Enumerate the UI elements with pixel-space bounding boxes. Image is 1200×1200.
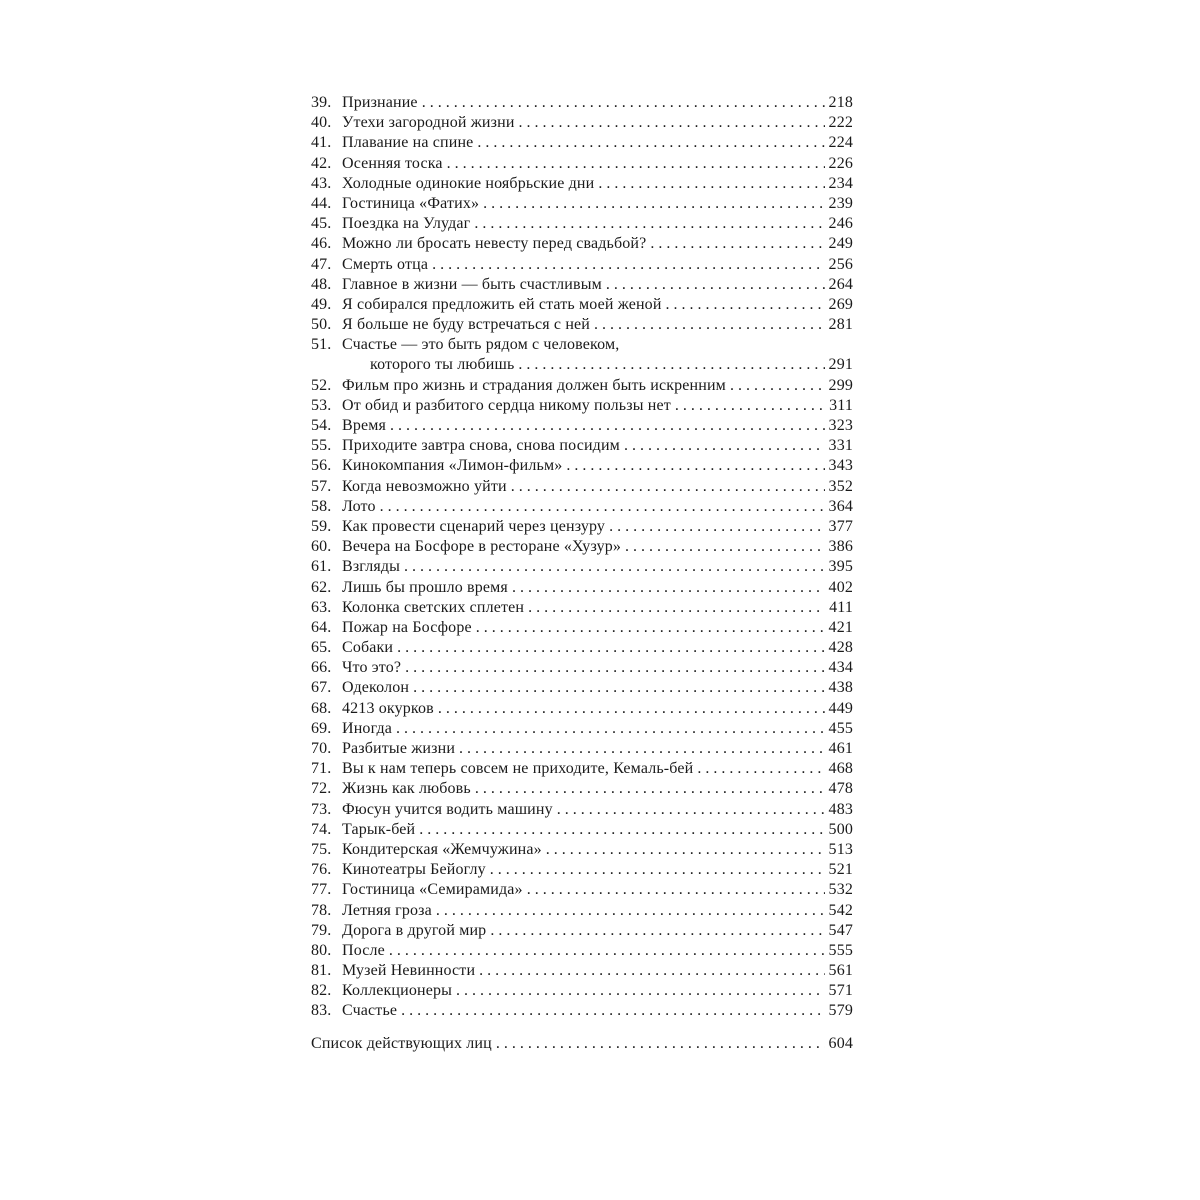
- toc-entry-body: [341, 416, 853, 436]
- toc-entry-number: 82.: [311, 982, 332, 1000]
- toc-entry-title: Кинотеатры Бейоглу: [342, 861, 486, 879]
- toc-entry-page: 571: [828, 982, 853, 1000]
- toc-entry-body: [341, 981, 853, 1001]
- toc-entry-number: 42.: [311, 154, 332, 172]
- toc-entry-page: 402: [828, 578, 853, 596]
- dot-leader: [474, 214, 825, 234]
- toc-entry[interactable]: [311, 537, 853, 557]
- toc-entry-number: 41.: [311, 134, 332, 152]
- toc-entry-body: [341, 456, 853, 476]
- toc-entry-page: 579: [828, 1002, 853, 1020]
- dot-leader: [512, 578, 825, 598]
- toc-entry-title: Кинокомпания «Лимон-фильм»: [342, 457, 563, 475]
- toc-entry-body: [341, 557, 853, 577]
- toc-entry-number: 52.: [311, 376, 332, 394]
- toc-entry-title: Иногда: [342, 719, 393, 737]
- toc-list: [311, 93, 853, 1022]
- dot-leader: [475, 779, 825, 799]
- toc-entry-title: Гостиница «Семирамида»: [342, 881, 523, 899]
- toc-entry-body: [341, 295, 853, 315]
- toc-entry-number: 64.: [311, 618, 332, 636]
- toc-entry-body: [341, 860, 853, 880]
- toc-entry-number: 57.: [311, 477, 332, 495]
- dot-leader: [511, 477, 825, 497]
- dot-leader: [390, 416, 825, 436]
- toc-entry-body: [341, 699, 853, 719]
- dot-leader: [438, 699, 825, 719]
- dot-leader: [730, 376, 825, 396]
- toc-entry[interactable]: [311, 961, 853, 981]
- toc-entry-page: 438: [828, 679, 853, 697]
- toc-entry-page: 377: [828, 517, 853, 535]
- toc-entry-page: 352: [828, 477, 853, 495]
- toc-entry-body: [341, 477, 853, 497]
- dot-leader: [483, 194, 825, 214]
- toc-entry-number: 71.: [311, 760, 332, 778]
- toc-entry-page: 249: [828, 235, 853, 253]
- toc-entry[interactable]: [311, 759, 853, 779]
- dot-leader: [476, 618, 825, 638]
- dot-leader: [527, 880, 825, 900]
- toc-entry-number: 56.: [311, 457, 332, 475]
- toc-entry-body: [341, 598, 853, 618]
- toc-entry-number: 51.: [311, 336, 332, 354]
- toc-entry-page: 411: [829, 598, 853, 616]
- toc-entry[interactable]: [311, 396, 853, 416]
- toc-entry-body: [341, 275, 853, 295]
- toc-entry-number: 39.: [311, 94, 332, 111]
- dot-leader: [380, 497, 825, 517]
- dot-leader: [404, 557, 825, 577]
- toc-entry[interactable]: [311, 1001, 853, 1021]
- toc-entry-page: 226: [828, 154, 853, 172]
- toc-entry-body: [341, 517, 853, 537]
- toc-entry-title: Собаки: [342, 639, 394, 657]
- toc-entry-body: [341, 800, 853, 820]
- toc-entry-page: 222: [828, 114, 853, 132]
- toc-entry-number: 78.: [311, 901, 332, 919]
- toc-entry-number: 48.: [311, 275, 332, 293]
- toc-entry-page: 483: [828, 800, 853, 818]
- toc-entry-number: 79.: [311, 921, 332, 939]
- toc-entry[interactable]: [311, 699, 853, 719]
- toc-entry-page: 343: [828, 457, 853, 475]
- toc-entry-title: Кондитерская «Жемчужина»: [342, 840, 542, 858]
- toc-entry[interactable]: [311, 678, 853, 698]
- toc-entry-title: Осенняя тоска: [342, 154, 443, 172]
- dot-leader: [389, 941, 825, 961]
- dot-leader: [650, 234, 825, 254]
- toc-entry-title: Дорога в другой мир: [342, 921, 487, 939]
- toc-entry[interactable]: [311, 658, 853, 678]
- toc-entry-body: [341, 93, 853, 113]
- toc-entry-title: Музей Невинности: [342, 962, 476, 980]
- toc-entry-body: [341, 638, 853, 658]
- toc-entry-number: 62.: [311, 578, 332, 596]
- toc-entry[interactable]: [311, 779, 853, 799]
- toc-entry-body: [341, 658, 853, 678]
- toc-entry[interactable]: [311, 436, 853, 456]
- toc-entry-title-continuation-line: [341, 355, 853, 375]
- toc-entry-body: [341, 779, 853, 799]
- toc-entry-number: 66.: [311, 659, 332, 677]
- toc-entry-number: 70.: [311, 740, 332, 757]
- toc-entry-body: [341, 1001, 853, 1021]
- dot-leader: [609, 517, 825, 537]
- toc-entry-title: Время: [342, 417, 387, 434]
- dot-leader: [557, 800, 825, 820]
- toc-entry-title: Приходите завтра снова, снова посидим: [342, 437, 620, 455]
- toc-entry-page: 331: [828, 437, 853, 455]
- dot-leader: [519, 113, 825, 133]
- toc-entry-number: 47.: [311, 255, 332, 273]
- dot-leader: [397, 638, 825, 658]
- toc-entry-title: Жизнь как любовь: [342, 780, 471, 798]
- toc-entry[interactable]: [311, 638, 853, 658]
- toc-entry-number: 49.: [311, 295, 332, 313]
- toc-entry-body: [341, 154, 853, 174]
- toc-entry[interactable]: [311, 113, 853, 133]
- toc-entry[interactable]: [311, 719, 853, 739]
- toc-entry-page: 246: [828, 215, 853, 233]
- toc-entry[interactable]: [311, 578, 853, 598]
- toc-entry[interactable]: [311, 295, 853, 315]
- toc-entry-title: Лишь бы прошло время: [342, 578, 508, 596]
- toc-entry-title: Смерть отца: [342, 255, 429, 273]
- dot-leader: [490, 921, 825, 941]
- toc-entry-page: 461: [828, 740, 853, 757]
- dot-leader: [447, 154, 825, 174]
- toc-entry[interactable]: [311, 921, 853, 941]
- toc-entry-page: 281: [828, 316, 853, 334]
- toc-entry-title: Как провести сценарий через цензуру: [342, 517, 606, 535]
- toc-entry-body: [341, 678, 853, 698]
- toc-entry-number: 73.: [311, 800, 332, 818]
- toc-entry-page: 468: [828, 760, 853, 778]
- toc-entry[interactable]: [311, 174, 853, 194]
- toc-entry-number: 59.: [311, 517, 332, 535]
- toc-entry-body: [341, 113, 853, 133]
- toc-entry-page: 434: [828, 659, 853, 677]
- toc-entry-title: Взгляды: [342, 558, 401, 576]
- toc-entry[interactable]: [311, 739, 853, 759]
- toc-entry-body: [341, 194, 853, 214]
- toc-entry-title: Гостиница «Фатих»: [342, 194, 480, 212]
- toc-entry-number: 58.: [311, 497, 332, 515]
- toc-entry[interactable]: [311, 901, 853, 921]
- dot-leader: [546, 840, 825, 860]
- dot-leader: [413, 678, 825, 698]
- toc-entry-title: Фюсун учится водить машину: [342, 800, 553, 818]
- toc-entry-number: 61.: [311, 558, 332, 576]
- dot-leader: [436, 901, 825, 921]
- toc-entry-title: Признание: [342, 94, 418, 111]
- toc-entry-title: После: [342, 941, 385, 959]
- toc-entry-number: 63.: [311, 598, 332, 616]
- toc-entry-number: 72.: [311, 780, 332, 798]
- toc-entry[interactable]: [311, 234, 853, 254]
- toc-entry-body: [341, 214, 853, 234]
- toc-entry-number: 60.: [311, 538, 332, 556]
- toc-entry-title: Можно ли бросать невесту перед свадьбой?: [342, 235, 647, 253]
- dot-leader: [456, 981, 825, 1001]
- toc-entry-page: 449: [828, 699, 853, 717]
- toc-entry-body: [341, 133, 853, 153]
- toc-entry-title: Коллекционеры: [342, 982, 452, 1000]
- toc-entry-number: 55.: [311, 437, 332, 455]
- dot-leader: [496, 1034, 825, 1054]
- toc-entry-body: [341, 174, 853, 194]
- toc-entry-page: 542: [828, 901, 853, 919]
- toc-entry-page: 561: [828, 962, 853, 980]
- toc-entry[interactable]: [311, 477, 853, 497]
- toc-entry-page: 428: [828, 639, 853, 657]
- toc-entry-body: [341, 901, 853, 921]
- toc-entry-page: 455: [828, 719, 853, 737]
- toc-entry-page: 513: [828, 840, 853, 858]
- toc-entry-number: 69.: [311, 719, 332, 737]
- toc-entry[interactable]: [311, 497, 853, 517]
- toc-entry[interactable]: [311, 860, 853, 880]
- dot-leader: [396, 719, 825, 739]
- toc-entry-number: 77.: [311, 881, 332, 899]
- toc-entry-title: 4213 окурков: [342, 699, 434, 717]
- toc-entry[interactable]: [311, 194, 853, 214]
- toc-entry-title: Я собирался предложить ей стать моей женой: [342, 295, 662, 313]
- toc-entry-body: [341, 618, 853, 638]
- toc-entry[interactable]: [311, 376, 853, 396]
- toc-entry-title: Лото: [342, 497, 376, 515]
- dot-leader: [697, 759, 825, 779]
- toc-entry-title: Летняя гроза: [342, 901, 432, 919]
- toc-entry[interactable]: [311, 557, 853, 577]
- toc-entry-title: Я больше не буду встречаться с ней: [342, 316, 590, 334]
- toc-entry-body: [311, 1034, 853, 1054]
- toc-entry-title: Вы к нам теперь совсем не приходите, Кемаль-бей: [342, 760, 694, 778]
- dot-leader: [528, 598, 825, 618]
- toc-entry-title: Что это?: [342, 659, 402, 677]
- toc-entry-number: 43.: [311, 174, 332, 192]
- dot-leader: [419, 820, 825, 840]
- toc-entry-title: Холодные одинокие ноябрьские дни: [342, 174, 595, 192]
- toc-entry-page: 256: [828, 255, 853, 273]
- dot-leader: [422, 93, 825, 113]
- dot-leader: [479, 961, 825, 981]
- dot-leader: [666, 295, 825, 315]
- toc-entry-page: 218: [828, 94, 853, 111]
- toc-entry-body: [341, 840, 853, 860]
- toc-entry-body: [341, 436, 853, 456]
- toc-entry-title: Когда невозможно уйти: [342, 477, 507, 495]
- toc-entry-number: 45.: [311, 215, 332, 233]
- toc-entry-title: Колонка светских сплетен: [342, 598, 525, 616]
- dot-leader: [606, 275, 825, 295]
- toc-entry-page: 224: [828, 134, 853, 152]
- toc-entry-number: 53.: [311, 396, 332, 414]
- toc-entry-body: [341, 578, 853, 598]
- toc-entry-body: [341, 396, 853, 416]
- toc-entry-page: 478: [828, 780, 853, 798]
- toc-entry-number: 54.: [311, 417, 332, 434]
- toc-entry-page: 555: [828, 941, 853, 959]
- toc-entry[interactable]: [311, 315, 853, 335]
- toc-entry[interactable]: [311, 416, 853, 436]
- toc-entry-title: От обид и разбитого сердца никому пользы нет: [342, 396, 671, 414]
- toc-entry-body: [341, 255, 853, 275]
- dot-leader: [459, 739, 825, 759]
- toc-entry-body: [341, 376, 853, 396]
- toc-entry[interactable]: [311, 981, 853, 1001]
- toc-entry-page: 323: [828, 417, 853, 434]
- toc-entry-page: 269: [828, 295, 853, 313]
- dot-leader: [675, 396, 825, 416]
- toc-appendix-entry[interactable]: [311, 1034, 853, 1054]
- toc-entry-number: 50.: [311, 316, 332, 334]
- dot-leader: [624, 436, 825, 456]
- toc-entry-page: 421: [828, 618, 853, 636]
- toc-entry-title: Счастье: [342, 1002, 398, 1020]
- dot-leader: [598, 174, 825, 194]
- toc-entry-page: 395: [828, 558, 853, 576]
- toc-entry-number: 67.: [311, 679, 332, 697]
- toc-entry-page: 521: [828, 861, 853, 879]
- toc-entry[interactable]: [311, 840, 853, 860]
- toc-entry-body: [341, 537, 853, 557]
- toc-entry-page: 500: [828, 820, 853, 838]
- toc-entry-number: 76.: [311, 861, 332, 879]
- toc-entry-body: [341, 719, 853, 739]
- toc-entry[interactable]: [311, 941, 853, 961]
- toc-entry-number: 46.: [311, 235, 332, 253]
- toc-entry-page: 299: [828, 376, 853, 394]
- toc-entry[interactable]: [311, 517, 853, 537]
- dot-leader: [566, 456, 825, 476]
- toc-entry-body: [341, 941, 853, 961]
- toc-entry[interactable]: [311, 800, 853, 820]
- toc-entry[interactable]: [311, 880, 853, 900]
- dot-leader: [401, 1001, 825, 1021]
- toc-entry-body: [341, 335, 853, 375]
- toc-entry-page: 234: [828, 174, 853, 192]
- dot-leader: [594, 315, 825, 335]
- toc-entry-page: 386: [828, 538, 853, 556]
- toc-entry-body: [341, 739, 853, 759]
- toc-entry[interactable]: [311, 255, 853, 275]
- toc-entry-title: Главное в жизни — быть счастливым: [342, 275, 602, 293]
- toc-entry-page: 547: [828, 921, 853, 939]
- toc-entry-title-continuation: которого ты любишь: [370, 356, 515, 374]
- toc-entry-page: 364: [828, 497, 853, 515]
- toc-entry-page: 239: [828, 194, 853, 212]
- dot-leader: [490, 860, 825, 880]
- dot-leader: [405, 658, 825, 678]
- toc-entry[interactable]: [311, 335, 853, 375]
- toc-entry-title: Утехи загородной жизни: [342, 114, 515, 132]
- toc-entry[interactable]: [311, 93, 853, 113]
- dot-leader: [477, 133, 825, 153]
- toc-entry-title: Счастье — это быть рядом с человеком,: [342, 336, 620, 354]
- toc-entry[interactable]: [311, 275, 853, 295]
- toc-entry-body: [341, 759, 853, 779]
- toc-entry-body: [341, 820, 853, 840]
- dot-leader: [518, 355, 825, 375]
- toc-entry-title: Поездка на Улудаг: [342, 215, 471, 233]
- toc-entry-title: Одеколон: [342, 679, 410, 697]
- toc-entry-title: Вечера на Босфоре в ресторане «Хузур»: [342, 538, 622, 556]
- toc-entry-number: 44.: [311, 194, 332, 212]
- toc-entry[interactable]: [311, 456, 853, 476]
- toc-entry-number: 68.: [311, 699, 332, 717]
- toc-entry[interactable]: [311, 154, 853, 174]
- toc-entry-page: 291: [828, 356, 853, 374]
- toc-entry-title: Пожар на Босфоре: [342, 618, 472, 636]
- toc-entry-title: Тарык-бей: [342, 820, 416, 838]
- toc-entry-number: 75.: [311, 840, 332, 858]
- toc-entry-title: Разбитые жизни: [342, 740, 456, 757]
- toc-entry-page: 604: [828, 1034, 853, 1052]
- toc-entry-body: [341, 234, 853, 254]
- table-of-contents: [311, 93, 853, 1054]
- toc-entry-number: 80.: [311, 941, 332, 959]
- toc-entry-number: 83.: [311, 1002, 332, 1020]
- toc-entry-body: [341, 315, 853, 335]
- toc-entry[interactable]: [311, 618, 853, 638]
- toc-entry-title: Плавание на спине: [342, 134, 474, 152]
- toc-entry-body: [341, 497, 853, 517]
- toc-entry-number: 74.: [311, 820, 332, 838]
- toc-entry-page: 264: [828, 275, 853, 293]
- toc-entry-body: [341, 880, 853, 900]
- toc-entry[interactable]: [311, 598, 853, 618]
- toc-entry[interactable]: [311, 133, 853, 153]
- toc-entry-body: [341, 921, 853, 941]
- toc-entry[interactable]: [311, 820, 853, 840]
- toc-entry[interactable]: [311, 214, 853, 234]
- toc-entry-page: 311: [829, 396, 853, 414]
- toc-entry-number: 65.: [311, 639, 332, 657]
- dot-leader: [432, 255, 825, 275]
- toc-entry-number: 81.: [311, 962, 332, 980]
- toc-entry-page: 532: [828, 881, 853, 899]
- toc-entry-number: 40.: [311, 114, 332, 132]
- dot-leader: [625, 537, 825, 557]
- toc-entry-title: Фильм про жизнь и страдания должен быть искренним: [342, 376, 726, 394]
- toc-entry-title: Список действующих лиц: [311, 1034, 492, 1052]
- toc-entry-body: [341, 961, 853, 981]
